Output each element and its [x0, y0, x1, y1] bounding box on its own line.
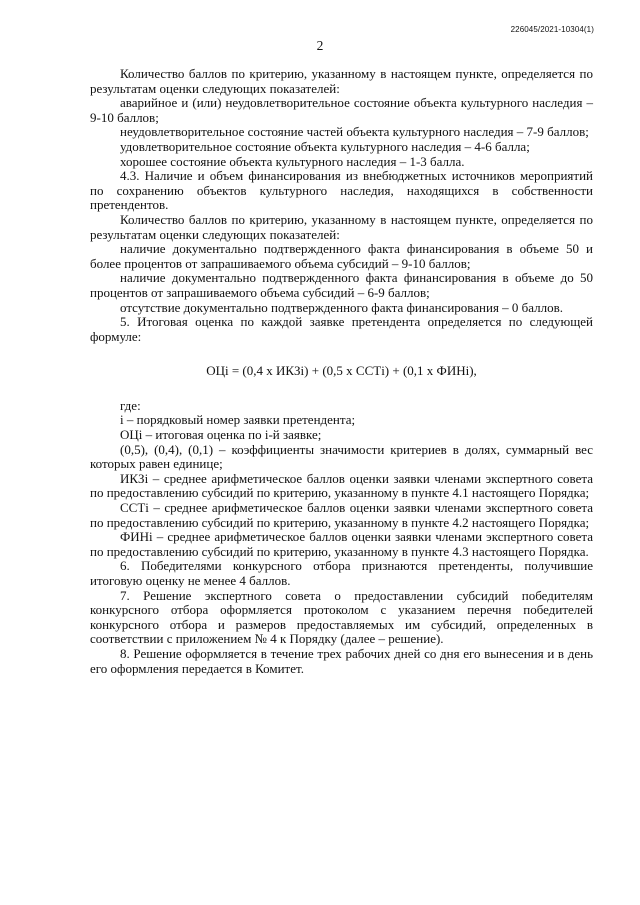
paragraph: ФИНi – среднее арифметическое баллов оценки заявки членами экспертного совета по предоставлению субсидий по критерию, указанному в пункте 4.3 настоящего Порядка.	[90, 529, 593, 559]
paragraph: отсутствие документально подтвержденного факта финансирования – 0 баллов.	[120, 299, 564, 315]
paragraph: хорошее состояние объекта культурного наследия – 1-3 балла.	[120, 153, 465, 169]
paragraph: Количество баллов по критерию, указанному в настоящем пункте, определяется по результатам оценки следующих показателей:	[90, 211, 593, 242]
paragraph: (0,5), (0,4), (0,1) – коэффициенты значимости критериев в долях, суммарный вес которых равен единице;	[90, 441, 593, 472]
paragraph: ССТi – среднее арифметическое баллов оценки заявки членами экспертного совета по предоставлению субсидий по критерию, указанному в пункте 4.2 настоящего Порядка;	[90, 500, 593, 530]
paragraph: наличие документально подтвержденного факта финансирования в объеме до 50 процентов от запрашиваемого объема субсидий – 6-9 баллов;	[90, 270, 593, 300]
paragraph: наличие документально подтвержденного факта финансирования в объеме 50 и более процентов от запрашиваемого объема субсидий – 9-10 баллов;	[90, 241, 593, 271]
page-number: 2	[316, 38, 324, 53]
document-body	[90, 67, 593, 676]
paragraph: удовлетворительное состояние объекта культурного наследия – 4-6 балла;	[120, 138, 530, 154]
paragraph: ОЦi – итоговая оценка по i-й заявке;	[120, 427, 322, 443]
paragraph: 8. Решение оформляется в течение трех рабочих дней со дня его вынесения и в день его оформления передается в Комитет.	[90, 645, 593, 676]
paragraph: неудовлетворительное состояние частей объекта культурного наследия – 7-9 баллов;	[120, 124, 589, 140]
document-code: 226045/2021-10304(1)	[510, 25, 594, 34]
paragraph: i – порядковый номер заявки претендента;	[120, 412, 356, 428]
formula: ОЦi = (0,4 х ИКЗi) + (0,5 х ССТi) + (0,1 х ФИНi),	[206, 363, 477, 379]
paragraph: 5. Итоговая оценка по каждой заявке претендента определяется по следующей формуле:	[90, 314, 593, 344]
paragraph: Количество баллов по критерию, указанному в настоящем пункте, определяется по результатам оценки следующих показателей:	[90, 66, 593, 96]
paragraph: ИКЗi – среднее арифметическое баллов оценки заявки членами экспертного совета по предоставлению субсидий по критерию, указанному в пункте 4.1 настоящего Порядка;	[90, 470, 593, 501]
paragraph: аварийное и (или) неудовлетворительное состояние объекта культурного наследия – 9-10 баллов;	[90, 95, 593, 125]
paragraph: 4.3. Наличие и объем финансирования из внебюджетных источников мероприятий по сохранению объектов культурного наследия, находящихся в собственности претендентов.	[90, 168, 593, 213]
paragraph: 7. Решение экспертного совета о предоставлении субсидий победителям конкурсного отбора оформляется протоколом с указанием перечня победителей конкурсного отбора и размеров предоставляемых им субсидий, определенных в соответствии с приложением № 4 к Порядку (далее – решение).	[90, 587, 593, 647]
paragraph: где:	[120, 397, 141, 413]
paragraph: 6. Победителями конкурсного отбора признаются претенденты, получившие итоговую оценку не менее 4 баллов.	[90, 558, 593, 588]
